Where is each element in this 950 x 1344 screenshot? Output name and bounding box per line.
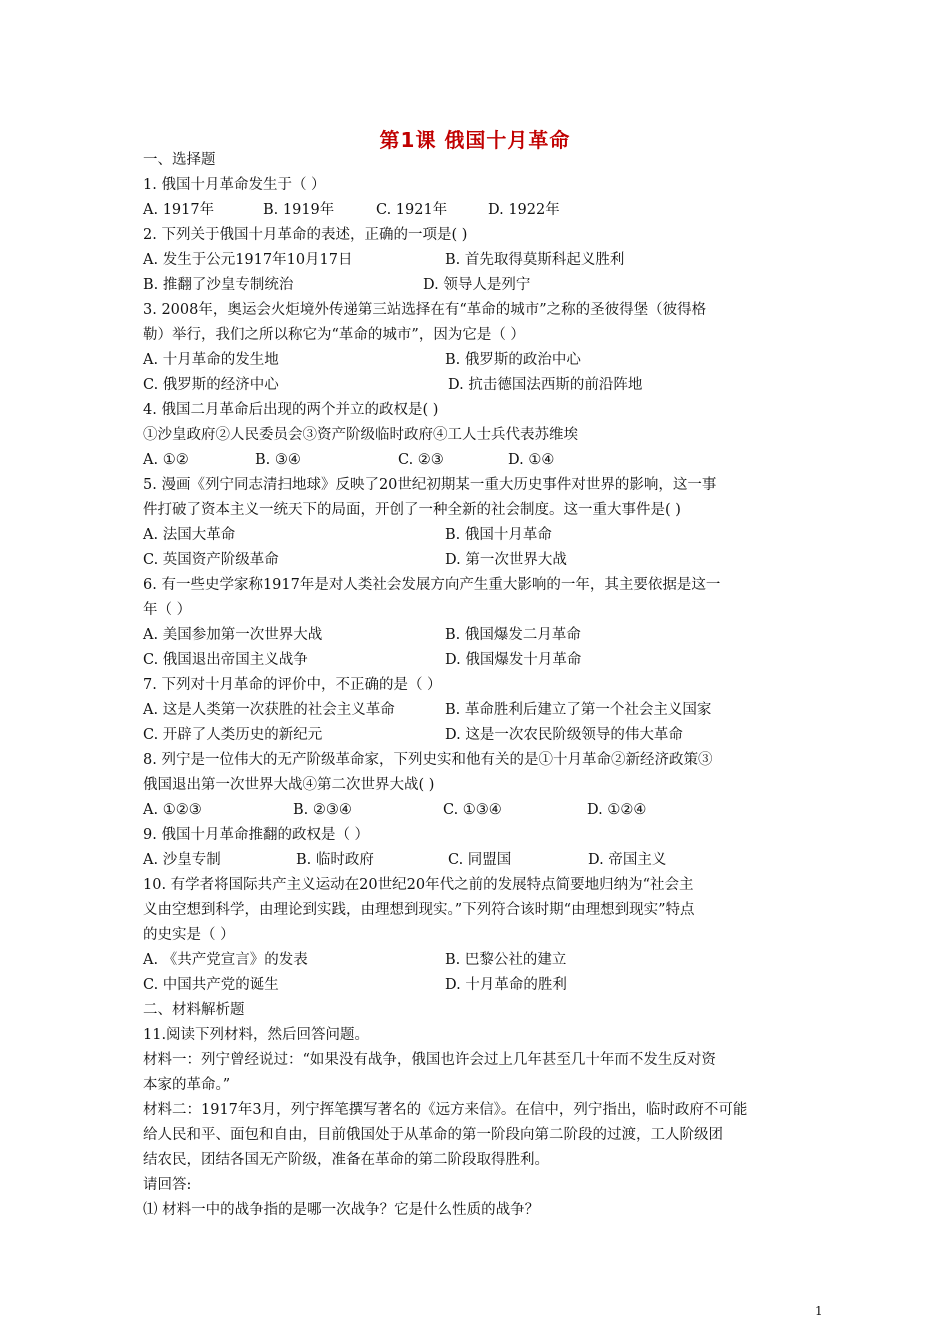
option-c: C. 俄国退出帝国主义战争 xyxy=(143,652,308,668)
option-a: A. 十月革命的发生地 xyxy=(143,352,279,368)
option-d: D. 第一次世界大战 xyxy=(445,552,567,568)
option-c: C. 开辟了人类历史的新纪元 xyxy=(143,727,323,743)
option-c: C. 俄罗斯的经济中心 xyxy=(143,377,279,393)
sub-question-1: ⑴ 材料一中的战争指的是哪一次战争？它是什么性质的战争？ xyxy=(143,1202,540,1218)
option-b: B. 1919年 xyxy=(263,202,335,218)
option-c: C. 1921年 xyxy=(376,202,448,218)
option-b: B. 俄罗斯的政治中心 xyxy=(445,352,581,368)
question-2-stem: 2. 下列关于俄国十月革命的表述，正确的一项是( ) xyxy=(143,227,468,243)
question-11-stem: 11.阅读下列材料，然后回答问题。 xyxy=(143,1027,370,1043)
option-d: D. ①④ xyxy=(508,452,555,468)
section-heading-choice: 一、选择题 xyxy=(143,152,216,168)
option-a: A. 这是人类第一次获胜的社会主义革命 xyxy=(143,702,395,718)
option-a: A. 1917年 xyxy=(143,202,215,218)
question-8-stem-line1: 8. 列宁是一位伟大的无产阶级革命家，下列史实和他有关的是①十月革命②新经济政策③ xyxy=(143,752,713,768)
question-10-stem-line2: 义由空想到科学，由理论到实践，由理想到现实。”下列符合该时期“由理想到现实”特点 xyxy=(143,902,695,918)
option-d: D. 帝国主义 xyxy=(588,852,667,868)
page-title: 第1课 俄国十月革命 xyxy=(379,128,571,152)
option-c: C. 中国共产党的诞生 xyxy=(143,977,279,993)
option-b: B. 巴黎公社的建立 xyxy=(445,952,567,968)
option-b: B. 革命胜利后建立了第一个社会主义国家 xyxy=(445,702,712,718)
question-4-stem: 4. 俄国二月革命后出现的两个并立的政权是( ) xyxy=(143,402,439,418)
page-number: 1 xyxy=(815,1304,823,1318)
option-a: A. 美国参加第一次世界大战 xyxy=(143,627,323,643)
option-d: D. 1922年 xyxy=(488,202,560,218)
question-1-stem: 1. 俄国十月革命发生于（ ） xyxy=(143,177,326,193)
material-1-line1: 材料一：列宁曾经说过：“如果没有战争，俄国也许会过上几年甚至几十年而不发生反对资 xyxy=(143,1052,716,1068)
option-d: D. 这是一次农民阶级领导的伟大革命 xyxy=(445,727,683,743)
question-5-stem-line1: 5. 漫画《列宁同志清扫地球》反映了20世纪初期某一重大历史事件对世界的影响，这一事 xyxy=(143,477,717,493)
option-c: C. ②③ xyxy=(398,452,444,468)
option-a: A. 沙皇专制 xyxy=(143,852,221,868)
option-a: A. ①②③ xyxy=(143,802,202,818)
material-1-line2: 本家的革命。” xyxy=(143,1077,231,1093)
option-a: A. 发生于公元1917年10月17日 xyxy=(143,252,353,268)
question-6-stem-line2: 年（ ） xyxy=(143,602,192,618)
option-d: D. ①②④ xyxy=(587,802,647,818)
option-b: B. ③④ xyxy=(255,452,301,468)
question-10-stem-line1: 10. 有学者将国际共产主义运动在20世纪20年代之前的发展特点简要地归纳为“社会主 xyxy=(143,877,694,893)
question-7-stem: 7. 下列对十月革命的评价中，不正确的是（ ） xyxy=(143,677,442,693)
option-d: D. 抗击德国法西斯的前沿阵地 xyxy=(448,377,643,393)
material-2-line1: 材料二：1917年3月，列宁挥笔撰写著名的《远方来信》。在信中，列宁指出，临时政府不可能 xyxy=(143,1102,748,1118)
option-d: D. 俄国爆发十月革命 xyxy=(445,652,582,668)
material-2-line3: 结农民，团结各国无产阶级，准备在革命的第二阶段取得胜利。 xyxy=(143,1152,549,1168)
option-b: B. 临时政府 xyxy=(296,852,374,868)
option-b: B. 俄国十月革命 xyxy=(445,527,552,543)
option-a: A. 《共产党宣言》的发表 xyxy=(143,952,308,968)
question-4-items: ①沙皇政府②人民委员会③资产阶级临时政府④工人士兵代表苏维埃 xyxy=(143,427,578,443)
question-9-stem: 9. 俄国十月革命推翻的政权是（ ） xyxy=(143,827,370,843)
question-3-stem-line1: 3. 2008年，奥运会火炬境外传递第三站选择在有“革命的城市”之称的圣彼得堡（彼得格 xyxy=(143,302,707,318)
option-c: B. 推翻了沙皇专制统治 xyxy=(143,277,294,293)
answer-prompt: 请回答: xyxy=(143,1177,192,1193)
question-10-stem-line3: 的史实是（ ） xyxy=(143,927,235,943)
option-a: A. ①② xyxy=(143,452,189,468)
option-d: D. 领导人是列宁 xyxy=(423,277,531,293)
question-6-stem-line1: 6. 有一些史学家称1917年是对人类社会发展方向产生重大影响的一年，其主要依据是这一 xyxy=(143,577,721,593)
option-b: B. 首先取得莫斯科起义胜利 xyxy=(445,252,625,268)
option-c: C. ①③④ xyxy=(443,802,502,818)
option-c: C. 英国资产阶级革命 xyxy=(143,552,279,568)
question-8-stem-line2: 俄国退出第一次世界大战④第二次世界大战( ) xyxy=(143,777,435,793)
option-b: B. 俄国爆发二月革命 xyxy=(445,627,581,643)
option-b: B. ②③④ xyxy=(293,802,352,818)
material-2-line2: 给人民和平、面包和自由，目前俄国处于从革命的第一阶段向第二阶段的过渡，工人阶级团 xyxy=(143,1127,723,1143)
option-d: D. 十月革命的胜利 xyxy=(445,977,567,993)
option-c: C. 同盟国 xyxy=(448,852,512,868)
question-5-stem-line2: 件打破了资本主义一统天下的局面，开创了一种全新的社会制度。这一重大事件是( ) xyxy=(143,502,681,518)
question-3-stem-line2: 勒）举行，我们之所以称它为“革命的城市”，因为它是（ ） xyxy=(143,327,525,343)
section-heading-material: 二、材料解析题 xyxy=(143,1002,245,1018)
option-a: A. 法国大革命 xyxy=(143,527,236,543)
